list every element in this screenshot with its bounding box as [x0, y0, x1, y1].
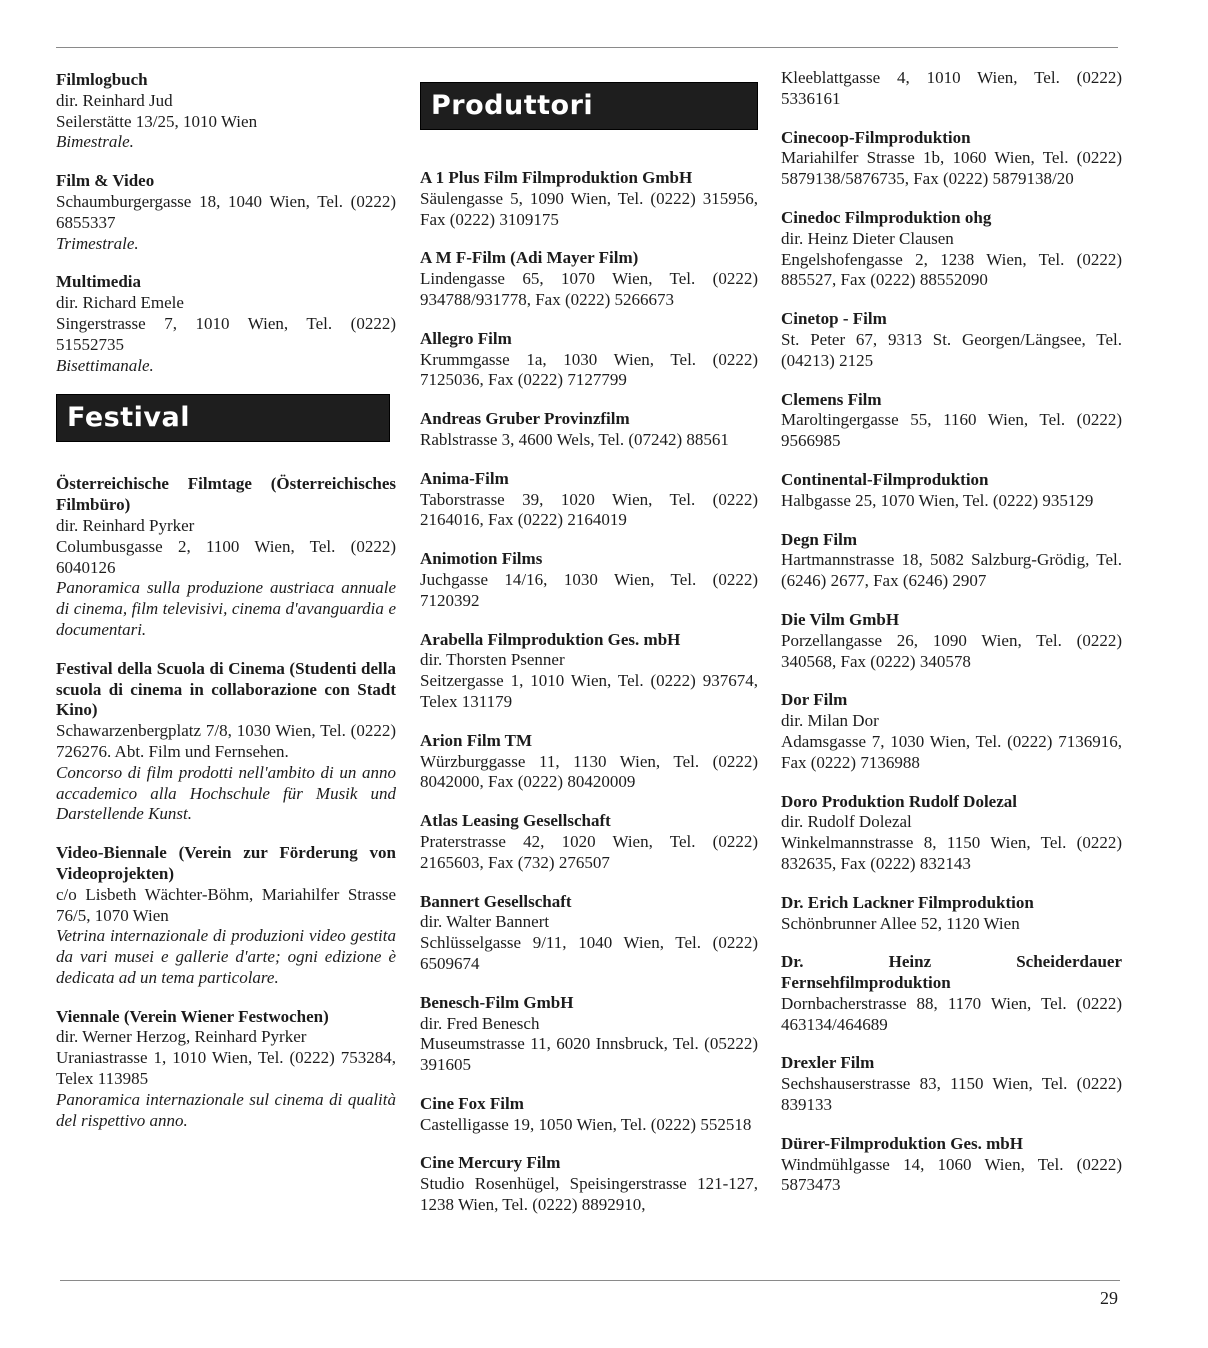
- entry-name: Festival della Scuola di Cinema (Studenti della scuola di cinema in collaborazione con Stadt Kino): [56, 658, 396, 720]
- entry-name: Cine Mercury Film: [420, 1153, 561, 1173]
- directory-entry: [781, 208, 1122, 291]
- entry-address-line: Windmühlgasse 14, 1060 Wien, Tel. (0222) 5873473: [781, 1154, 1122, 1195]
- entry-name: Dürer-Filmproduktion Ges. mbH: [781, 1133, 1023, 1153]
- entry-address-line: Seilerstätte 13/25, 1010 Wien: [56, 111, 258, 131]
- entry-address-line: Castelligasse 19, 1050 Wien, Tel. (0222) 552518: [420, 1114, 752, 1134]
- entry-address-line: Schlüsselgasse 9/11, 1040 Wien, Tel. (0222) 6509674: [420, 933, 758, 973]
- entry-name: Benesch-Film GmbH: [420, 992, 574, 1012]
- entry-address-line: Winkelmannstrasse 8, 1150 Wien, Tel. (0222) 832635, Fax (0222) 832143: [781, 833, 1122, 873]
- entry-name: Cinedoc Filmproduktion ohg: [781, 207, 992, 227]
- entry-name: Anima-Film: [420, 468, 509, 488]
- directory-entry: [781, 530, 1122, 592]
- entry-address-line: dir. Fred Benesch: [420, 1013, 540, 1033]
- page-number: 29: [1100, 1288, 1118, 1308]
- entry-name: Arabella Filmproduktion Ges. mbH: [420, 629, 681, 649]
- entry-name: Animotion Films: [420, 549, 543, 569]
- entry-address-line: Juchgasse 14/16, 1030 Wien, Tel. (0222) 7120392: [420, 569, 758, 610]
- entry-address-line: Studio Rosenhügel, Speisingerstrasse 121-127, 1238 Wien, Tel. (0222) 8892910,: [420, 1174, 758, 1215]
- entry-name: Cinecoop-Filmproduktion: [781, 127, 971, 147]
- directory-entry: [420, 409, 758, 451]
- entry-address-line: Rablstrasse 3, 4600 Wels, Tel. (07242) 88561: [420, 429, 729, 449]
- directory-entry: [56, 171, 396, 254]
- column-left: [56, 70, 396, 1149]
- entry-name: Drexler Film: [781, 1053, 875, 1073]
- producers-list: [420, 168, 758, 1216]
- entry-address-line: Engelshofengasse 2, 1238 Wien, Tel. (0222) 885527, Fax (0222) 88552090: [781, 249, 1122, 290]
- entry-description: Concorso di film prodotti nell'ambito di un anno accademico alla Hochschule für Musik und Darstellende Kunst.: [56, 762, 396, 824]
- producers-section-heading: Produttori: [420, 82, 758, 130]
- festival-list: [56, 474, 396, 1131]
- entry-name: Viennale (Verein Wiener Festwochen): [56, 1006, 329, 1026]
- directory-entry: [781, 610, 1122, 672]
- entry-name: Dr. Erich Lackner Filmproduktion: [781, 892, 1034, 912]
- directory-entry: [420, 811, 758, 873]
- entry-name: Continental-Filmproduktion: [781, 469, 989, 489]
- directory-entry: [420, 1094, 758, 1136]
- entry-address-line: dir. Rudolf Dolezal: [781, 812, 912, 832]
- entry-name: Doro Produktion Rudolf Dolezal: [781, 791, 1017, 811]
- entry-name: Cinetop - Film: [781, 309, 887, 329]
- entry-address-line: Lindengasse 65, 1070 Wien, Tel. (0222) 934788/931778, Fax (0222) 5266673: [420, 269, 758, 309]
- directory-entry: [420, 549, 758, 611]
- entry-description: Panoramica sulla produzione austriaca annuale di cinema, film televisivi, cinema d'avanguardia e documentari.: [56, 578, 396, 639]
- entry-address-line: Porzellangasse 26, 1090 Wien, Tel. (0222) 340568, Fax (0222) 340578: [781, 630, 1122, 671]
- entry-address-line: Mariahilfer Strasse 1b, 1060 Wien, Tel. (0222) 5879138/5876735, Fax (0222) 5879138/20: [781, 148, 1122, 189]
- entry-address-line: Schaumburgergasse 18, 1040 Wien, Tel. (0222) 6855337: [56, 191, 396, 232]
- directory-entry: [56, 1007, 396, 1132]
- directory-entry: [781, 690, 1122, 773]
- entry-address-line: Singerstrasse 7, 1010 Wien, Tel. (0222) 51552735: [56, 313, 396, 354]
- directory-entry: [56, 659, 396, 825]
- entry-name: Cine Fox Film: [420, 1093, 524, 1113]
- directory-entry: [781, 952, 1122, 1035]
- entry-address-line: Hartmannstrasse 18, 5082 Salzburg-Grödig, Tel. (6246) 2677, Fax (6246) 2907: [781, 550, 1122, 591]
- entry-address-line: Schawarzenbergplatz 7/8, 1030 Wien, Tel. (0222) 726276. Abt. Film und Fernsehen.: [56, 721, 396, 761]
- directory-entry: [781, 470, 1122, 512]
- entry-name: Andreas Gruber Provinzfilm: [420, 409, 630, 429]
- directory-entry: [781, 1053, 1122, 1115]
- directory-entry: [781, 792, 1122, 875]
- entry-name: Multimedia: [56, 272, 141, 292]
- directory-entry: [420, 630, 758, 713]
- entry-address-line: c/o Lisbeth Wächter-Böhm, Mariahilfer Strasse 76/5, 1070 Wien: [56, 884, 396, 925]
- entry-description: Panoramica internazionale sul cinema di qualità del rispettivo anno.: [56, 1089, 396, 1130]
- entry-address-line: Seitzergasse 1, 1010 Wien, Tel. (0222) 937674, Telex 131179: [420, 671, 758, 711]
- entry-address-line: Taborstrasse 39, 1020 Wien, Tel. (0222) 2164016, Fax (0222) 2164019: [420, 489, 758, 530]
- entry-name: Atlas Leasing Gesellschaft: [420, 811, 611, 831]
- entry-name: Degn Film: [781, 529, 858, 549]
- entry-description: Bimestrale.: [56, 132, 134, 152]
- entry-address-line: Maroltingergasse 55, 1160 Wien, Tel. (0222) 9566985: [781, 410, 1122, 451]
- entry-name: Dor Film: [781, 690, 848, 710]
- entry-address-line: Columbusgasse 2, 1100 Wien, Tel. (0222) 6040126: [56, 536, 396, 577]
- entry-address-line: dir. Werner Herzog, Reinhard Pyrker: [56, 1027, 307, 1047]
- directory-entry: [781, 309, 1122, 371]
- top-rule: [56, 47, 1118, 48]
- entry-name: Österreichische Filmtage (Österreichisches Filmbüro): [56, 474, 396, 515]
- directory-entry: [56, 843, 396, 989]
- entry-address-line: Kleeblattgasse 4, 1010 Wien, Tel. (0222) 5336161: [781, 68, 1122, 108]
- entry-address-line: Uraniastrasse 1, 1010 Wien, Tel. (0222) 753284, Telex 113985: [56, 1048, 396, 1089]
- entry-address-line: Dornbacherstrasse 88, 1170 Wien, Tel. (0222) 463134/464689: [781, 993, 1122, 1034]
- entry-name: Die Vilm GmbH: [781, 609, 900, 629]
- entry-name: Video-Biennale (Verein zur Förderung von Videoprojekten): [56, 843, 396, 883]
- periodicals-list: [56, 70, 396, 376]
- directory-entry: [781, 1134, 1122, 1196]
- directory-entry: [781, 128, 1122, 190]
- directory-entry: [56, 474, 396, 640]
- festival-section-heading: Festival: [56, 394, 390, 442]
- column-middle: [420, 72, 758, 1234]
- entry-name: A M F-Film (Adi Mayer Film): [420, 248, 639, 268]
- entry-name: Filmlogbuch: [56, 70, 148, 89]
- entry-address-line: dir. Walter Bannert: [420, 912, 550, 932]
- entry-description: Bisettimanale.: [56, 355, 154, 375]
- entry-address-line: Museumstrasse 11, 6020 Innsbruck, Tel. (05222) 391605: [420, 1034, 758, 1075]
- entry-address-line: dir. Reinhard Pyrker: [56, 515, 195, 535]
- entry-name: Dr. Heinz Scheiderdauer Fernsehfilmproduktion: [781, 952, 1122, 993]
- directory-entry: [56, 70, 396, 153]
- entry-address-line: Praterstrasse 42, 1020 Wien, Tel. (0222) 2165603, Fax (732) 276507: [420, 831, 758, 872]
- entry-address-line: dir. Heinz Dieter Clausen: [781, 228, 954, 248]
- entry-address-line: dir. Thorsten Psenner: [420, 650, 565, 670]
- entry-address-line: Halbgasse 25, 1070 Wien, Tel. (0222) 935129: [781, 490, 1094, 510]
- entry-name: Arion Film TM: [420, 730, 533, 750]
- entry-address-line: Sechshauserstrasse 83, 1150 Wien, Tel. (0222) 839133: [781, 1074, 1122, 1115]
- entry-name: Bannert Gesellschaft: [420, 891, 572, 911]
- entry-address-line: St. Peter 67, 9313 St. Georgen/Längsee, Tel. (04213) 2125: [781, 329, 1122, 370]
- entry-address-line: dir. Reinhard Jud: [56, 90, 173, 110]
- entry-name: Allegro Film: [420, 328, 512, 348]
- entry-address-line: dir. Milan Dor: [781, 711, 879, 731]
- entry-address-line: dir. Richard Emele: [56, 293, 184, 313]
- entry-name: Film & Video: [56, 171, 155, 191]
- entry-name: A 1 Plus Film Filmproduktion GmbH: [420, 168, 693, 187]
- entry-address-line: Adamsgasse 7, 1030 Wien, Tel. (0222) 7136916, Fax (0222) 7136988: [781, 731, 1122, 772]
- directory-entry: [420, 993, 758, 1076]
- directory-entry: [420, 469, 758, 531]
- bottom-rule: [60, 1280, 1120, 1281]
- directory-entry: [420, 731, 758, 793]
- directory-entry: [420, 248, 758, 310]
- entry-description: Trimestrale.: [56, 233, 139, 253]
- directory-entry: [56, 272, 396, 376]
- directory-entry: [420, 1153, 758, 1215]
- entry-address-line: Schönbrunner Allee 52, 1120 Wien: [781, 913, 1020, 933]
- directory-entry: [420, 168, 758, 230]
- producers-list-continued: [781, 68, 1122, 1196]
- directory-entry: [420, 329, 758, 391]
- column-right: [781, 68, 1122, 1214]
- entry-address-line: Krummgasse 1a, 1030 Wien, Tel. (0222) 7125036, Fax (0222) 7127799: [420, 349, 758, 390]
- entry-description: Vetrina internazionale di produzioni video gestita da vari musei e gallerie d'arte; ogni edizione è dedicata ad un tema particolare.: [56, 926, 396, 987]
- entry-name: Clemens Film: [781, 389, 882, 409]
- entry-address-line: Säulengasse 5, 1090 Wien, Tel. (0222) 315956, Fax (0222) 3109175: [420, 188, 758, 229]
- directory-entry: [781, 390, 1122, 452]
- directory-entry: [781, 68, 1122, 110]
- directory-entry: [781, 893, 1122, 935]
- directory-entry: [420, 892, 758, 975]
- entry-address-line: Würzburggasse 11, 1130 Wien, Tel. (0222) 8042000, Fax (0222) 80420009: [420, 751, 758, 792]
